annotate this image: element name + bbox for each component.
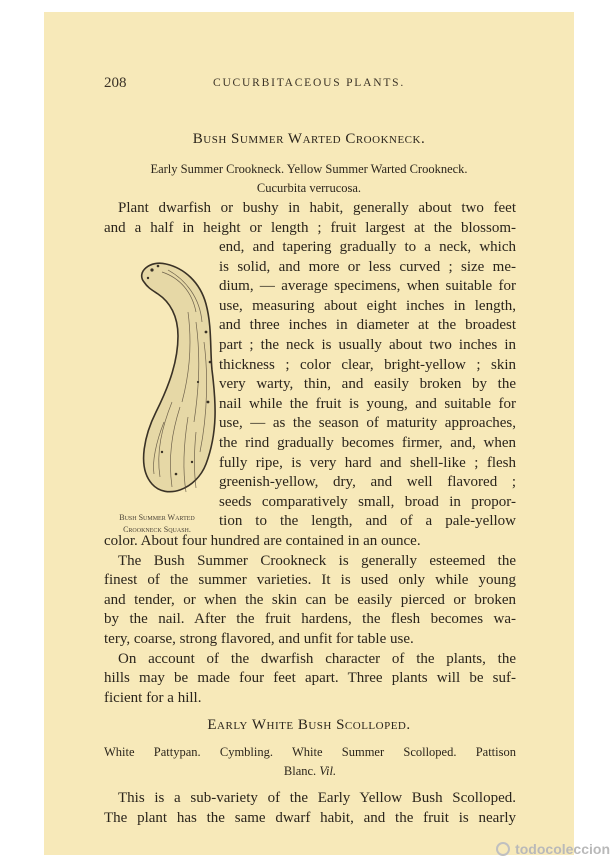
text-line: fully ripe, is very hard and shell-like ; flesh xyxy=(219,454,516,471)
synonyms-line: Early Summer Crookneck. Yellow Summer Warted Crookneck. xyxy=(150,162,468,176)
text-line: finest of the summer varieties. It is used only while young xyxy=(104,572,516,589)
text-line: and three inches in diameter at the broadest xyxy=(219,317,516,334)
synonyms-scolloped xyxy=(104,743,516,781)
paragraph-scolloped xyxy=(104,789,516,828)
synonyms-line: White Pattypan. Cymbling. White Summer Scolloped. Pattison xyxy=(104,745,516,759)
synonyms-line-2 xyxy=(104,762,516,781)
text-line: dium, — average specimens, when suitable for xyxy=(219,278,516,295)
running-head: CUCURBITACEOUS PLANTS. xyxy=(212,77,406,89)
text-line: This is a sub-variety of the Early Yellow Bush Scolloped. xyxy=(118,790,516,806)
paragraphs-continued xyxy=(104,532,516,708)
text-line: The plant has the same dwarf habit, and the fruit is nearly xyxy=(104,809,516,826)
section-title-crookneck: Bush Summer Warted Crookneck. xyxy=(192,131,426,147)
text-line: part ; the neck is usually about two inches in xyxy=(219,336,516,353)
text-line: thickness ; color clear, bright-yellow ; skin xyxy=(219,356,516,373)
text-line: by the nail. After the fruit hardens, the flesh becomes wa- xyxy=(104,611,516,628)
text-line: very warty, thin, and easily broken by the xyxy=(219,376,516,393)
text-line: tion to the length, and of a pale-yellow xyxy=(219,513,516,530)
caption-line: Crookneck Squash. xyxy=(123,525,191,534)
paragraph-1-top xyxy=(104,199,516,238)
text-line: color. About four hundred are contained in an ounce. xyxy=(104,533,421,549)
text-line: greenish-yellow, dry, and well flavored ; xyxy=(219,474,516,491)
synonyms-crookneck xyxy=(44,160,574,198)
text-line: ficient for a hill. xyxy=(104,689,202,706)
text-line: is solid, and more or less curved ; size me- xyxy=(219,258,516,275)
text-line: the rind gradually becomes firmer, and, when xyxy=(219,434,516,451)
paragraph-1-wrapped xyxy=(219,238,516,532)
latin-name: Cucurbita verrucosa. xyxy=(256,181,362,195)
text-line: hills may be made four feet apart. Three plants will be suf- xyxy=(104,670,516,687)
text-line: seeds comparatively small, broad in propor- xyxy=(219,493,516,510)
synonym-text: Blanc. xyxy=(283,764,320,778)
text-line: tery, coarse, strong flavored, and unfit for table use. xyxy=(104,630,414,647)
page-number: 208 xyxy=(104,75,127,91)
watermark-text: todocoleccion xyxy=(515,841,610,857)
text-line: The Bush Summer Crookneck is generally esteemed the xyxy=(118,552,516,569)
watermark-logo-icon xyxy=(496,842,510,856)
watermark xyxy=(496,841,610,857)
book-page xyxy=(44,12,574,855)
text-line: Plant dwarfish or bushy in habit, generally about two feet xyxy=(118,200,516,216)
caption-line: Bush Summer Warted xyxy=(119,513,195,522)
text-line: end, and tapering gradually to a neck, which xyxy=(219,239,516,255)
text-line: use, measuring about eight inches in length, xyxy=(219,297,516,314)
text-line: and a half in height or length ; fruit largest at the blossom- xyxy=(104,219,516,236)
vilmorin-abbrev: Vil. xyxy=(319,764,337,778)
text-line: use, — as the season of maturity approaches, xyxy=(219,415,516,432)
text-line: On account of the dwarfish character of the plants, the xyxy=(118,650,516,667)
text-line: nail while the fruit is young, and suitable for xyxy=(219,395,516,412)
section-title-scolloped: Early White Bush Scolloped. xyxy=(207,717,411,733)
text-line: and tender, or when the skin can be easily pierced or broken xyxy=(104,591,516,608)
